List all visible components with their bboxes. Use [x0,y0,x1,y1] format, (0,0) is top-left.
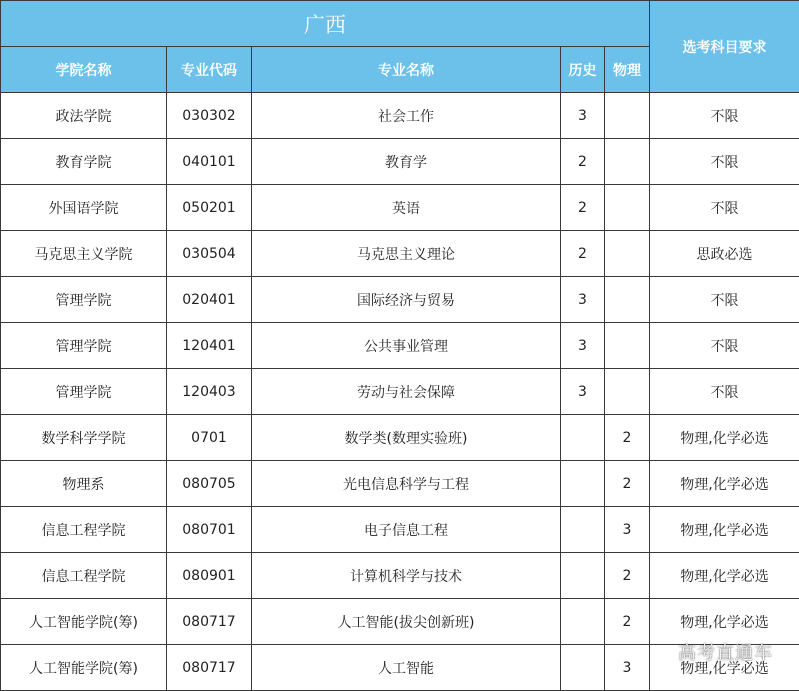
cell-code: 040101 [167,139,252,185]
cell-history [561,461,605,507]
cell-college: 马克思主义学院 [1,231,167,277]
table-row [1,185,799,231]
cell-code: 030302 [167,93,252,139]
table-row [1,553,799,599]
cell-code: 120403 [167,369,252,415]
cell-college: 信息工程学院 [1,553,167,599]
cell-history [561,599,605,645]
cell-physics: 3 [605,507,650,553]
table-body [1,93,799,691]
cell-college: 管理学院 [1,277,167,323]
cell-code: 080701 [167,507,252,553]
cell-code: 0701 [167,415,252,461]
cell-requirement: 不限 [650,185,799,231]
cell-requirement: 不限 [650,93,799,139]
cell-major: 公共事业管理 [252,323,561,369]
cell-college: 信息工程学院 [1,507,167,553]
cell-college: 数学科学学院 [1,415,167,461]
cell-requirement: 不限 [650,139,799,185]
cell-major: 国际经济与贸易 [252,277,561,323]
cell-physics: 2 [605,599,650,645]
cell-major: 人工智能 [252,645,561,691]
cell-physics: 2 [605,461,650,507]
table-row [1,507,799,553]
cell-major: 人工智能(拔尖创新班) [252,599,561,645]
cell-requirement: 物理,化学必选 [650,415,799,461]
cell-major: 计算机科学与技术 [252,553,561,599]
cell-requirement: 不限 [650,277,799,323]
cell-college: 人工智能学院(筹) [1,645,167,691]
cell-major: 数学类(数理实验班) [252,415,561,461]
cell-history [561,415,605,461]
cell-requirement: 物理,化学必选 [650,599,799,645]
cell-physics [605,277,650,323]
table-row [1,369,799,415]
cell-code: 120401 [167,323,252,369]
table-row [1,277,799,323]
cell-requirement: 物理,化学必选 [650,507,799,553]
cell-major: 社会工作 [252,93,561,139]
cell-history: 3 [561,323,605,369]
cell-code: 080717 [167,599,252,645]
table-row [1,599,799,645]
cell-college: 人工智能学院(筹) [1,599,167,645]
requirement-header: 选考科目要求 [650,1,799,93]
cell-code: 050201 [167,185,252,231]
cell-major: 教育学 [252,139,561,185]
cell-history: 3 [561,369,605,415]
cell-requirement: 不限 [650,323,799,369]
major-header: 专业名称 [252,47,561,93]
cell-physics [605,185,650,231]
table-row [1,461,799,507]
cell-physics [605,231,650,277]
watermark: 高考直通车 [678,643,773,664]
cell-major: 光电信息科学与工程 [252,461,561,507]
college-header: 学院名称 [1,47,167,93]
cell-history: 2 [561,139,605,185]
cell-history [561,645,605,691]
cell-major: 电子信息工程 [252,507,561,553]
cell-code: 020401 [167,277,252,323]
cell-requirement: 物理,化学必选 [650,645,799,691]
region-title: 广西 [1,1,650,47]
history-header: 历史 [561,47,605,93]
cell-history: 3 [561,93,605,139]
cell-major: 劳动与社会保障 [252,369,561,415]
cell-history [561,553,605,599]
table-row [1,139,799,185]
cell-college: 管理学院 [1,323,167,369]
code-header: 专业代码 [167,47,252,93]
table-row [1,415,799,461]
cell-physics: 2 [605,553,650,599]
cell-physics [605,369,650,415]
cell-history: 2 [561,231,605,277]
cell-physics [605,323,650,369]
cell-history [561,507,605,553]
table-row [1,231,799,277]
cell-code: 080717 [167,645,252,691]
cell-college: 政法学院 [1,93,167,139]
cell-code: 030504 [167,231,252,277]
cell-physics [605,139,650,185]
cell-code: 080705 [167,461,252,507]
cell-code: 080901 [167,553,252,599]
cell-college: 物理系 [1,461,167,507]
cell-history: 2 [561,185,605,231]
cell-college: 教育学院 [1,139,167,185]
cell-requirement: 物理,化学必选 [650,553,799,599]
cell-major: 英语 [252,185,561,231]
cell-physics: 2 [605,415,650,461]
cell-requirement: 物理,化学必选 [650,461,799,507]
physics-header: 物理 [605,47,650,93]
cell-college: 外国语学院 [1,185,167,231]
cell-requirement: 思政必选 [650,231,799,277]
cell-requirement: 不限 [650,369,799,415]
cell-physics [605,93,650,139]
table-row [1,323,799,369]
cell-college: 管理学院 [1,369,167,415]
cell-physics: 3 [605,645,650,691]
cell-history: 3 [561,277,605,323]
cell-major: 马克思主义理论 [252,231,561,277]
table-row [1,93,799,139]
